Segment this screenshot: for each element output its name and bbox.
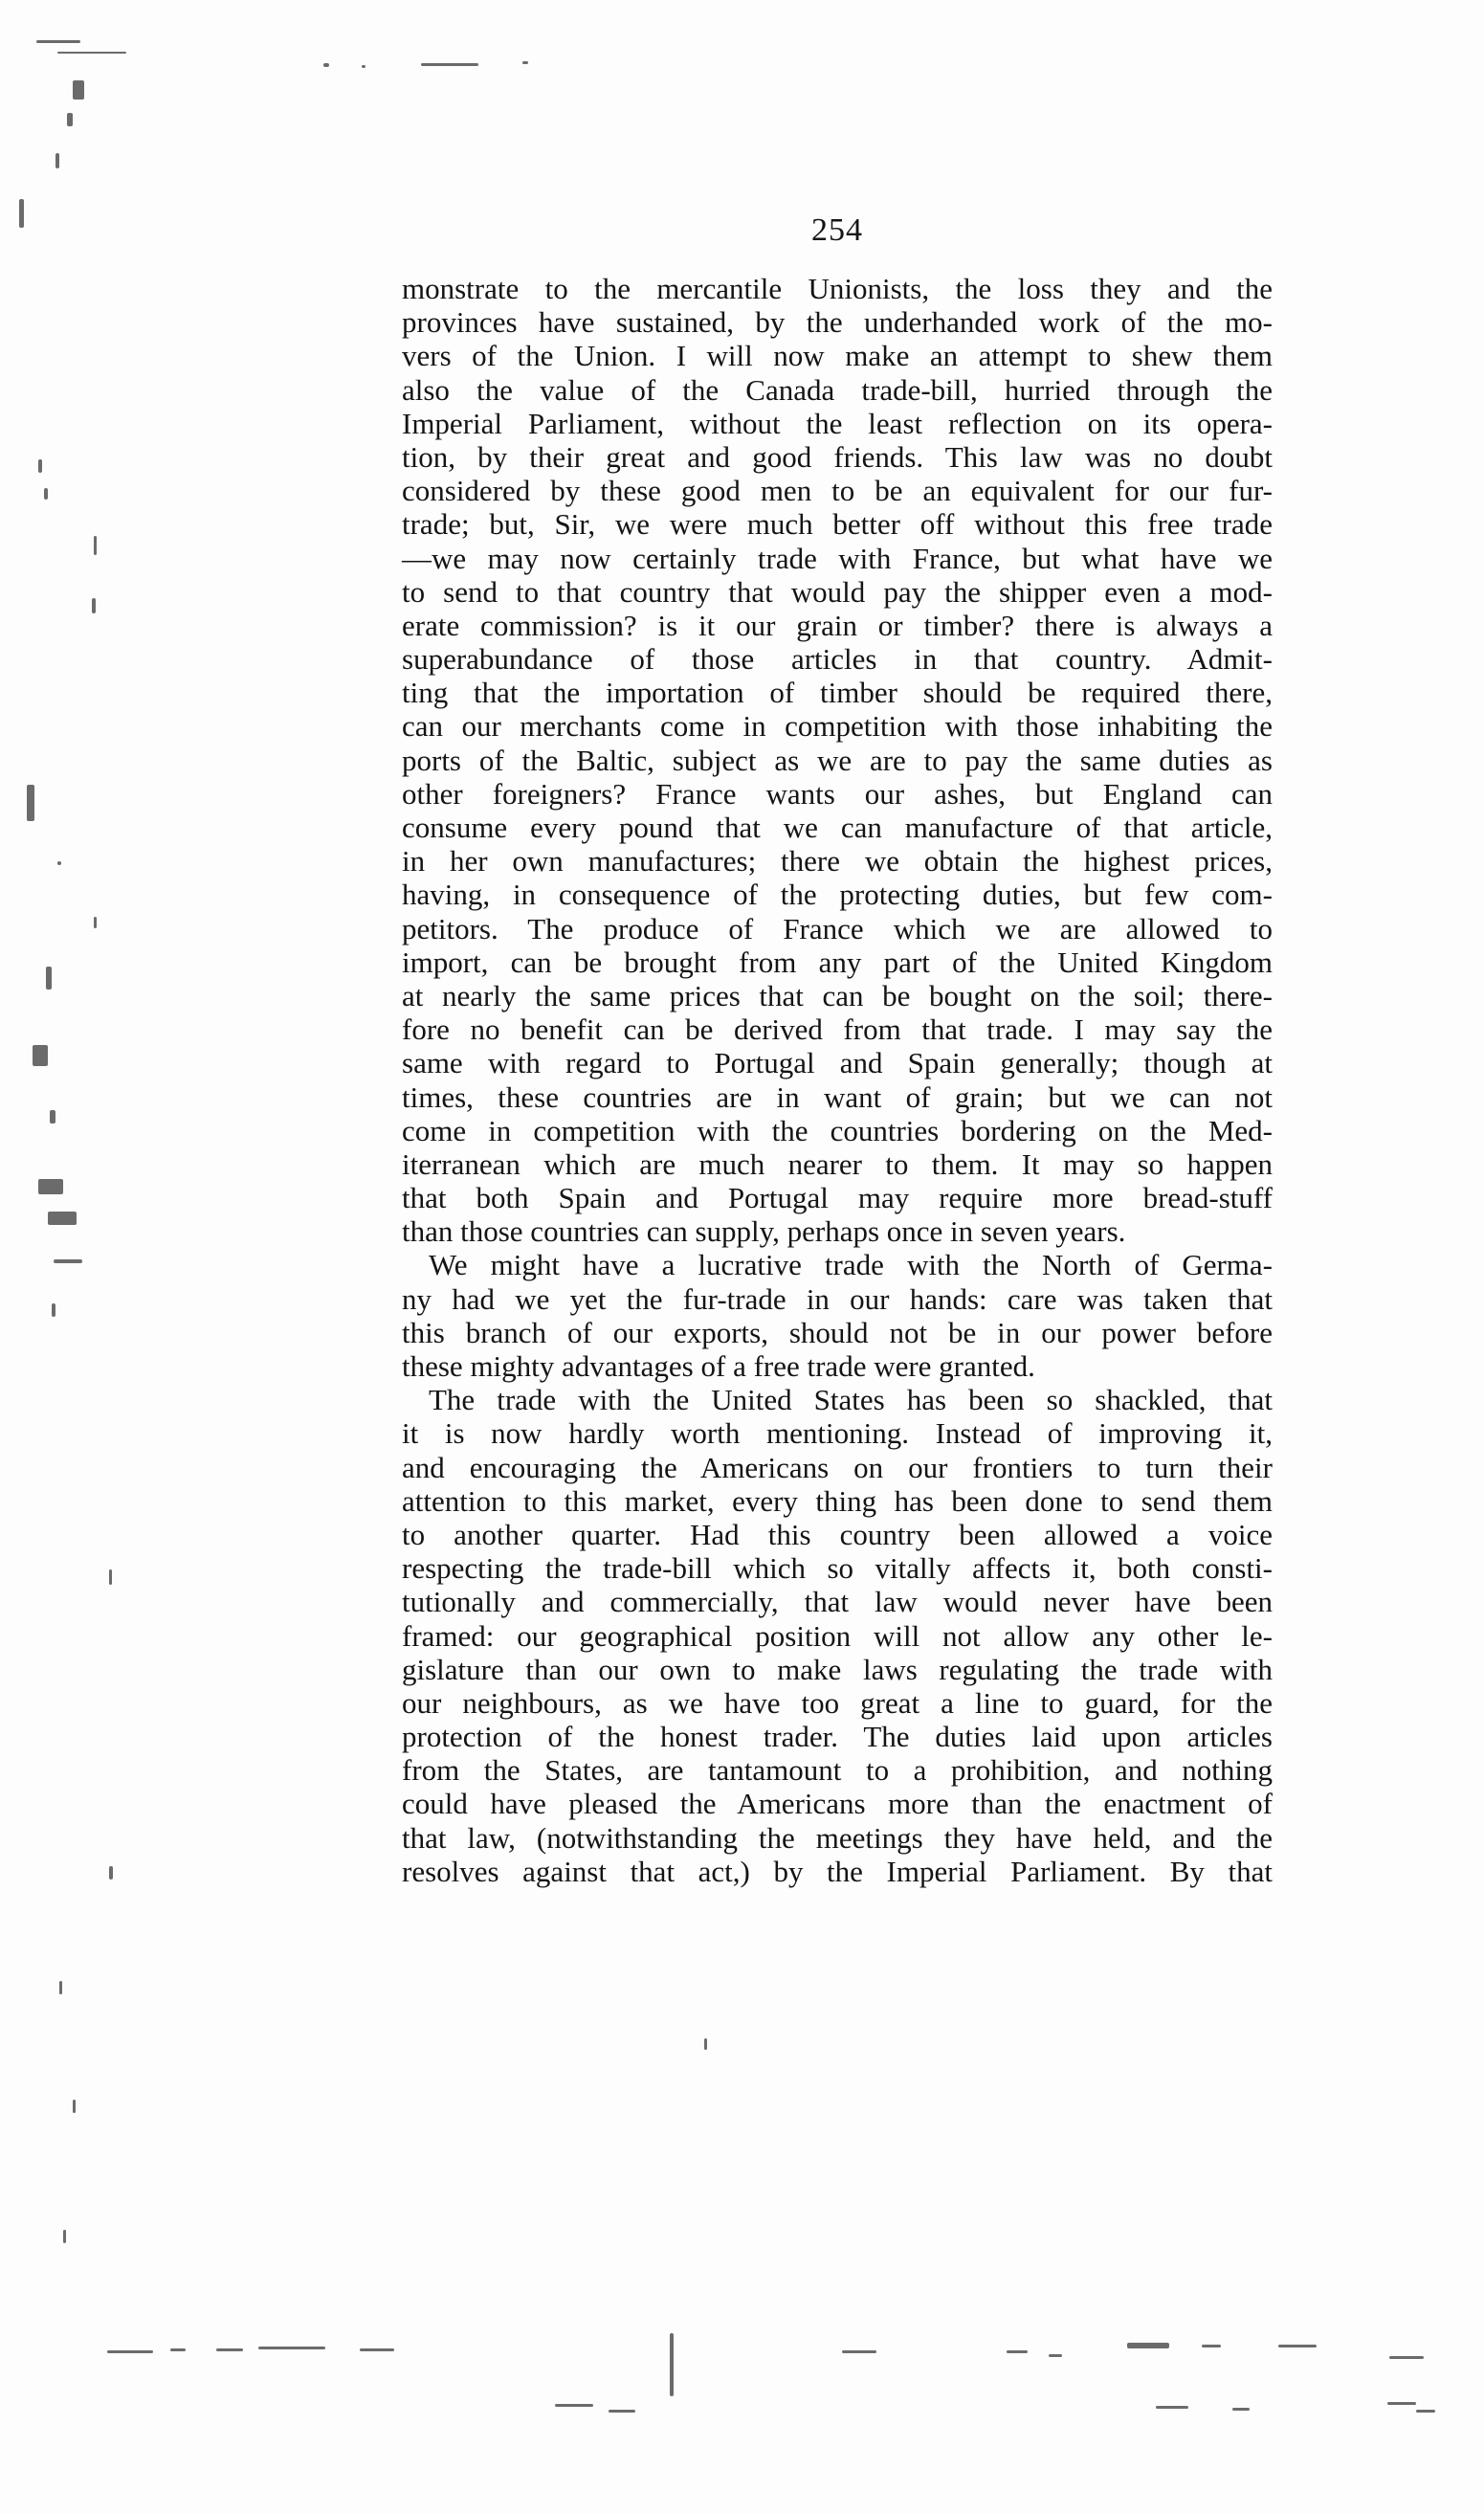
scan-artifact bbox=[1232, 2408, 1250, 2411]
scan-artifact bbox=[704, 2038, 707, 2050]
text-line: trade; but, Sir, we were much better off without this free trade bbox=[402, 507, 1273, 542]
scan-artifact bbox=[44, 488, 48, 500]
scan-artifact bbox=[57, 861, 61, 865]
text-line: could have pleased the Americans more than the enactment of bbox=[402, 1787, 1273, 1821]
scan-artifact bbox=[46, 967, 52, 990]
scan-artifact bbox=[50, 1110, 55, 1124]
text-line: Imperial Parliament, without the least reflection on its opera- bbox=[402, 406, 1273, 440]
scan-artifact bbox=[421, 63, 478, 66]
scan-artifact bbox=[73, 80, 84, 100]
text-line: The trade with the United States has been so shackled, that bbox=[429, 1383, 1273, 1417]
scan-artifact bbox=[360, 2348, 394, 2351]
scan-artifact bbox=[670, 2333, 674, 2396]
text-line: times, these countries are in want of grain; but we can not bbox=[402, 1079, 1273, 1114]
scan-artifact bbox=[170, 2348, 186, 2351]
body-text bbox=[402, 272, 1273, 1888]
text-line: to another quarter. Had this country been allowed a voice bbox=[402, 1517, 1273, 1551]
text-line: ny had we yet the fur-trade in our hands: care was taken that bbox=[402, 1281, 1273, 1316]
scan-artifact bbox=[38, 459, 42, 473]
scan-artifact bbox=[19, 199, 24, 228]
text-line: erate commission? is it our grain or timber? there is always a bbox=[402, 608, 1273, 642]
text-line: We might have a lucrative trade with the North of Germa- bbox=[429, 1248, 1273, 1282]
scan-artifact bbox=[94, 536, 97, 555]
text-line: same with regard to Portugal and Spain generally; though at bbox=[402, 1046, 1273, 1080]
scan-artifact bbox=[109, 1866, 113, 1880]
text-line: framed: our geographical position will not allow any other le- bbox=[402, 1618, 1273, 1653]
text-line: ports of the Baltic, subject as we are to pay the same duties as bbox=[402, 743, 1273, 777]
scan-artifact bbox=[1049, 2354, 1062, 2357]
scan-artifact bbox=[1007, 2350, 1028, 2353]
scan-artifact bbox=[63, 2230, 66, 2243]
text-line: considered by these good men to be an equivalent for our fur- bbox=[402, 474, 1273, 508]
scan-artifact bbox=[67, 113, 73, 126]
scan-artifact bbox=[362, 65, 365, 68]
scan-artifact bbox=[59, 1981, 62, 1994]
text-line: petitors. The produce of France which we are allowed to bbox=[402, 911, 1273, 946]
scan-artifact bbox=[323, 63, 329, 67]
text-line: fore no benefit can be derived from that trade. I may say the bbox=[402, 1012, 1273, 1047]
text-line: that both Spain and Portugal may require more bread-stuff bbox=[402, 1181, 1273, 1215]
scan-artifact bbox=[1416, 2410, 1435, 2413]
page-number: 254 bbox=[811, 212, 863, 248]
scan-artifact bbox=[92, 598, 96, 613]
scan-artifact bbox=[1127, 2343, 1169, 2348]
text-line: iterranean which are much nearer to them. It may so happen bbox=[402, 1146, 1273, 1181]
scan-artifact bbox=[73, 2100, 76, 2113]
text-line: tion, by their great and good friends. This law was no doubt bbox=[402, 439, 1273, 474]
text-line: can our merchants come in competition with those inhabiting the bbox=[402, 709, 1273, 744]
text-line: to send to that country that would pay the shipper even a mod- bbox=[402, 574, 1273, 609]
scan-artifact bbox=[33, 1045, 48, 1066]
scan-artifact bbox=[555, 2404, 593, 2407]
text-line: attention to this market, every thing has been done to send them bbox=[402, 1483, 1273, 1518]
scan-artifact bbox=[1156, 2406, 1188, 2409]
scan-artifact bbox=[216, 2348, 243, 2351]
text-line: at nearly the same prices that can be bought on the soil; there- bbox=[402, 978, 1273, 1012]
text-line: superabundance of those articles in that country. Admit- bbox=[402, 642, 1273, 677]
text-line: it is now hardly worth mentioning. Instead of improving it, bbox=[402, 1416, 1273, 1451]
text-line: this branch of our exports, should not be in our power before bbox=[402, 1315, 1273, 1349]
text-line: consume every pound that we can manufacture of that article, bbox=[402, 811, 1273, 844]
text-line: and encouraging the Americans on our frontiers to turn their bbox=[402, 1450, 1273, 1484]
text-line: our neighbours, as we have too great a line to guard, for the bbox=[402, 1685, 1273, 1720]
scan-artifact bbox=[258, 2347, 325, 2349]
text-line: protection of the honest trader. The duties laid upon articles bbox=[402, 1720, 1273, 1754]
scan-artifact bbox=[1278, 2345, 1317, 2347]
scan-artifact bbox=[609, 2410, 635, 2413]
scan-artifact bbox=[1387, 2402, 1416, 2405]
text-line: these mighty advantages of a free trade were granted. bbox=[402, 1349, 1035, 1383]
scan-artifact bbox=[54, 1259, 82, 1263]
text-line: gislature than our own to make laws regulating the trade with bbox=[402, 1652, 1273, 1686]
scan-artifact bbox=[57, 52, 126, 54]
text-line: than those countries can supply, perhaps once in seven years. bbox=[402, 1214, 1126, 1249]
text-line: also the value of the Canada trade-bill, hurried through the bbox=[402, 372, 1273, 407]
text-line: vers of the Union. I will now make an attempt to shew them bbox=[402, 339, 1273, 373]
scan-artifact bbox=[55, 153, 59, 168]
text-line: import, can be brought from any part of the United Kingdom bbox=[402, 945, 1273, 979]
text-line: that law, (notwithstanding the meetings they have held, and the bbox=[402, 1820, 1273, 1855]
text-line: —we may now certainly trade with France, but what have we bbox=[402, 541, 1273, 575]
scan-artifact bbox=[36, 40, 80, 43]
text-line: respecting the trade-bill which so vitally affects it, both consti- bbox=[402, 1551, 1273, 1586]
text-line: provinces have sustained, by the underhanded work of the mo- bbox=[402, 305, 1273, 340]
text-line: from the States, are tantamount to a prohibition, and nothing bbox=[402, 1753, 1273, 1788]
text-line: tutionally and commercially, that law would never have been bbox=[402, 1585, 1273, 1619]
text-line: come in competition with the countries bordering on the Med- bbox=[402, 1113, 1273, 1147]
scan-artifact bbox=[1389, 2356, 1424, 2359]
scan-artifact bbox=[38, 1179, 63, 1194]
scan-artifact bbox=[109, 1569, 112, 1585]
text-line: resolves against that act,) by the Imperial Parliament. By that bbox=[402, 1854, 1273, 1888]
scan-artifact bbox=[48, 1212, 77, 1225]
text-line: monstrate to the mercantile Unionists, the loss they and the bbox=[402, 272, 1273, 305]
text-line: having, in consequence of the protecting duties, but few com- bbox=[402, 878, 1273, 912]
text-line: ting that the importation of timber should be required there, bbox=[402, 676, 1273, 710]
scan-artifact bbox=[27, 785, 34, 821]
scan-artifact bbox=[107, 2350, 153, 2353]
scan-artifact bbox=[842, 2350, 876, 2353]
scan-artifact bbox=[522, 61, 528, 64]
scan-artifact bbox=[1202, 2345, 1221, 2347]
text-line: other foreigners? France wants our ashes, but England can bbox=[402, 776, 1273, 811]
scan-artifact bbox=[94, 917, 97, 928]
text-line: in her own manufactures; there we obtain the highest prices, bbox=[402, 844, 1273, 879]
scan-artifact bbox=[52, 1303, 55, 1317]
